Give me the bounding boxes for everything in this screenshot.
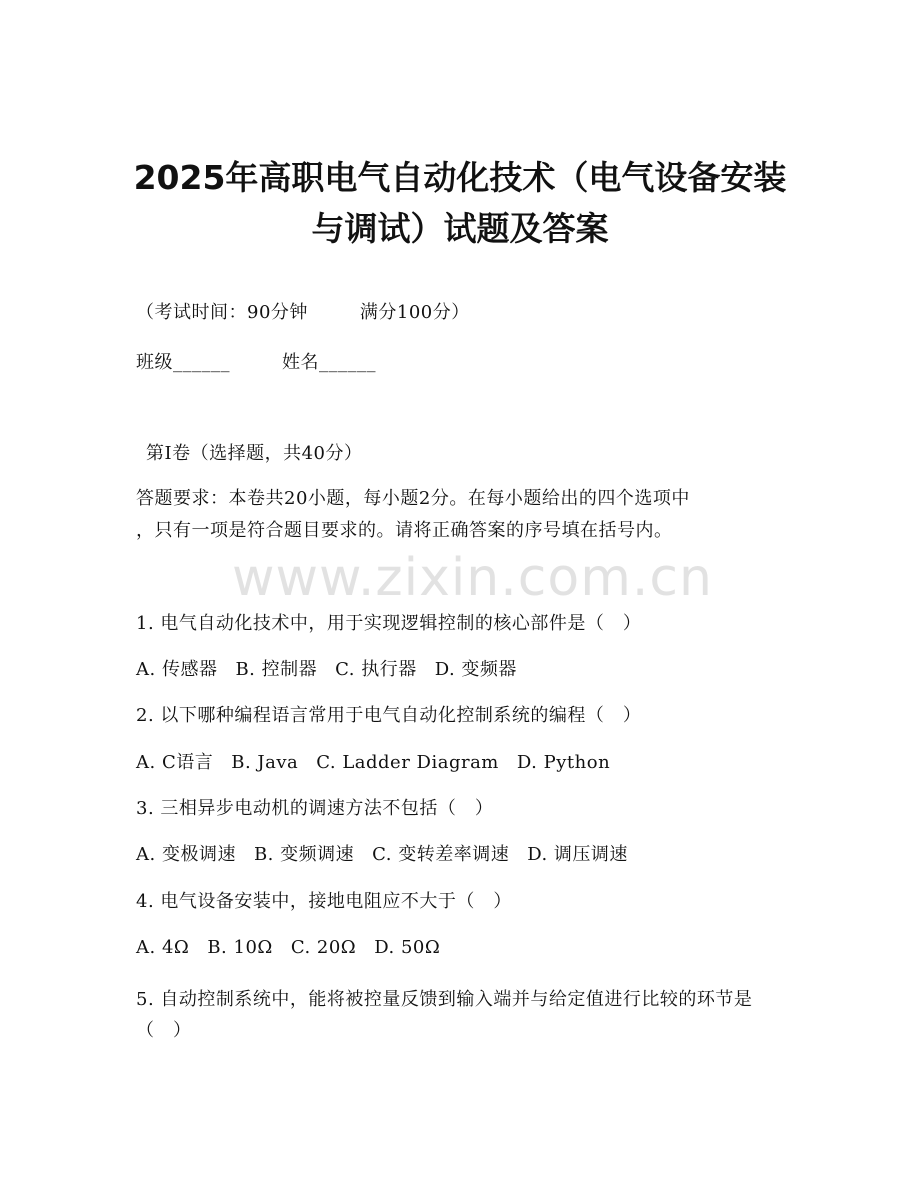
option-c: C. 20Ω	[290, 937, 357, 958]
question-stem: 4. 电气设备安装中，接地电阻应不大于（ ）	[136, 891, 512, 912]
instructions-line-2: ，只有一项是符合题目要求的。请将正确答案的序号填在括号内。	[136, 520, 673, 541]
option-b: B. Java	[231, 752, 299, 773]
option-a: A. 4Ω	[136, 937, 190, 958]
question-options	[136, 750, 610, 776]
class-field: 班级______	[136, 352, 230, 373]
option-d: D. 变频器	[434, 659, 517, 680]
option-b: B. 控制器	[235, 659, 318, 680]
question-stem: 2. 以下哪种编程语言常用于电气自动化控制系统的编程（ ）	[136, 705, 642, 726]
question-options	[136, 842, 628, 868]
option-b: B. 10Ω	[207, 937, 273, 958]
question-stem: 3. 三相异步电动机的调速方法不包括（ ）	[136, 798, 494, 819]
document-title-line-1: 2025年高职电气自动化技术（电气设备安装	[133, 158, 787, 197]
instructions-line-1: 答题要求：本卷共20小题，每小题2分。在每小题给出的四个选项中	[136, 488, 690, 509]
option-d: D. Python	[516, 752, 611, 773]
name-field: 姓名______	[282, 352, 376, 373]
option-a: A. 传感器	[136, 659, 218, 680]
question-stem: 1. 电气自动化技术中，用于实现逻辑控制的核心部件是（ ）	[136, 613, 642, 634]
question-options	[136, 657, 517, 683]
exam-time: （考试时间：90分钟	[136, 302, 308, 323]
option-c: C. 执行器	[335, 659, 417, 680]
option-a: A. 变极调速	[136, 844, 236, 865]
exam-info	[136, 300, 470, 326]
document-title-line-2: 与调试）试题及答案	[311, 209, 609, 248]
option-a: A. C语言	[136, 752, 214, 773]
option-c: C. Ladder Diagram	[316, 752, 499, 773]
student-info	[136, 350, 376, 376]
option-d: D. 调压调速	[527, 844, 628, 865]
watermark: www.zixin.com.cn	[232, 548, 713, 608]
option-c: C. 变转差率调速	[372, 844, 510, 865]
question-stem: 5. 自动控制系统中，能将被控量反馈到输入端并与给定值进行比较的环节是（ ）	[136, 989, 753, 1041]
question-options	[136, 935, 440, 961]
option-d: D. 50Ω	[374, 937, 441, 958]
exam-score: 满分100分）	[359, 302, 470, 323]
section-heading: 第Ⅰ卷（选择题，共40分）	[146, 443, 363, 464]
option-b: B. 变频调速	[253, 844, 355, 865]
